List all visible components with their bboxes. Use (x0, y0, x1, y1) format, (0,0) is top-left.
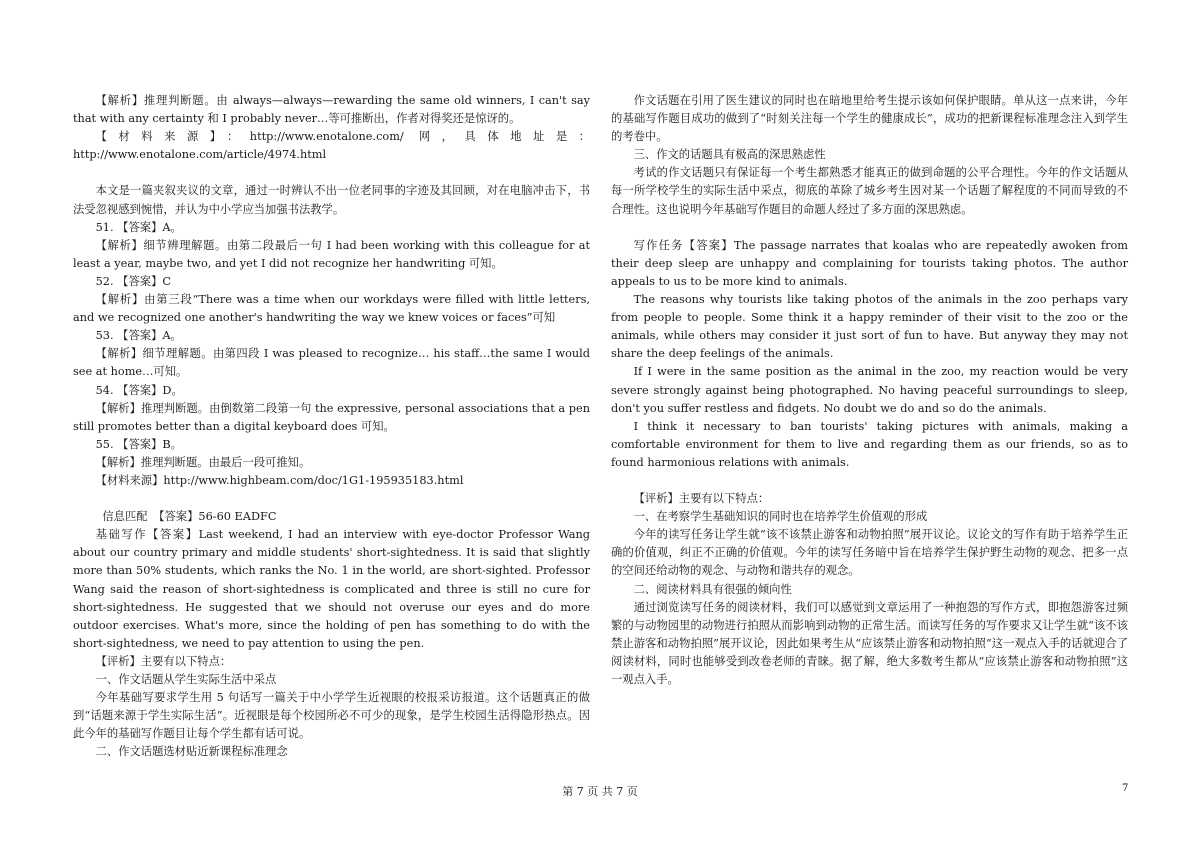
answer-54: 54. 【答案】D。 (95, 383, 183, 397)
left-column (73, 92, 590, 761)
summary-paragraph: 本文是一篇夹叙夹议的文章，通过一时辨认不出一位老同事的字迹及其回顾，对在电脑冲击下，书法受忽视感到惋惜，并认为中小学应当加强书法教学。 (73, 184, 590, 216)
point-heading: 一、作文话题从学生实际生活中采点 (95, 673, 277, 686)
writing-task-paragraph: If I were in the same position as the animal in the zoo, my reaction would be very severe strongly against being photographed. No having peaceful surroundings to sleep, don't you suffer restless and fidgets. No doubt we do and so do the animals. (611, 365, 1128, 415)
answer-52: 52. 【答案】C (95, 274, 171, 288)
comment-paragraph: 作文话题在引用了医生建议的同时也在暗地里给考生提示该如何保护眼睛。单从这一点来讲，今年的基础写作题目成功的做到了“时刻关注每一个学生的健康成长”，成功的把新课程标准理念注入到学生的考卷中。 (611, 94, 1128, 144)
comment-heading: 【评析】主要有以下特点： (95, 654, 232, 668)
analysis-53: 【解析】细节理解题。由第四段 I was pleased to recognize… his staff…the same I would see at home…可知。 (73, 347, 590, 379)
writing-task-answer: 写作任务【答案】The passage narrates that koalas who are repeatedly awoken from their deep sleep are unhappy and complaining for tourists taking photos. The author appeals to us to be more kind to animals. (611, 238, 1128, 288)
analysis-51: 【解析】细节辨理解题。由第二段最后一句 I had been working with this colleague for at least a year, maybe two, and yet I did not recognize her handwriting 可知。 (73, 238, 590, 270)
writing-task-paragraph: The reasons why tourists like taking photos of the animals in the zoo perhaps vary from people to people. Some think it a happy reminder of their visit to the zoo or the animals, while others may consider it just sort of fun to have. But anyway they may not share the deep feelings of the animals. (611, 293, 1128, 361)
source-label: 【材料来源】：http://www.enotalone.com/ 网，具体地址是： (95, 130, 590, 144)
answer-55: 55. 【答案】B。 (95, 437, 182, 451)
point-heading: 二、阅读材料具有很强的倾向性 (633, 582, 792, 596)
analysis-54: 【解析】推理判断题。由倒数第二段第一句 the expressive, personal associations that a pen still promotes better than a digital keyboard does 可知。 (73, 401, 590, 433)
comment-heading: 【评析】主要有以下特点： (633, 492, 770, 506)
comment-paragraph: 考试的作文话题只有保证每一个考生都熟悉才能真正的做到命题的公平合理性。今年的作文话题从每一所学校学生的实际生活中采点，彻底的革除了城乡考生因对某一个话题了解程度的不同而导致的不合理性。这也说明今年基础写作题目的命题人经过了多方面的深思熟虑。 (611, 166, 1128, 216)
page-number: 7 (1122, 783, 1129, 794)
right-column (611, 92, 1128, 689)
basic-writing-answer: 基础写作【答案】Last weekend, I had an interview with eye-doctor Professor Wang about our country primary and middle students' short-sightedness. It is said that slightly more than 50% students, which ranks the No. 1 in the world, are short-sighted. Professor Wang said the reason of short-sightedness is complicated and three is still no cure for short-sightedness. He suggested that we should not overuse our eyes and do more outdoor exercises. What's more, since the holding of pen has something to do with the short-sightedness, we need to pay attention to using the pen. (73, 528, 590, 650)
point-heading: 一、在考察学生基础知识的同时也在培养学生价值观的形成 (633, 510, 928, 524)
material-source: 【材料来源】http://www.highbeam.com/doc/1G1-195935183.html (95, 473, 464, 487)
comment-paragraph: 通过浏览读写任务的阅读材料，我们可以感觉到文章运用了一种抱怨的写作方式，即抱怨游客过频繁的与动物园里的动物进行拍照从而影响到动物的正常生活。而读写任务的写作要求又让学生就“该不该禁止游客和动物拍照”展开议论，因此如果考生从“应该禁止游客和动物拍照”这一观点入手的话就迎合了阅读材料，同时也能够受到改卷老师的青睐。据了解，绝大多数考生都从“应该禁止游客和动物拍照”这一观点入手。 (611, 600, 1128, 686)
comment-paragraph: 今年的读写任务让学生就“该不该禁止游客和动物拍照”展开议论。议论文的写作有助于培养学生正确的价值观，纠正不正确的价值观。今年的读写任务暗中旨在培养学生保护野生动物的观念、把多一点的空间还给动物的观念、与动物和谐共存的观念。 (611, 528, 1128, 578)
source-url: http://www.enotalone.com/article/4974.html (73, 148, 327, 162)
answer-51: 51. 【答案】A。 (95, 220, 182, 234)
page-footer: 第 7 页 共 7 页 (562, 785, 638, 798)
info-matching-answer: 信息匹配 【答案】56-60 EADFC (102, 510, 277, 524)
answer-53: 53. 【答案】A。 (95, 329, 182, 343)
analysis-52: 【解析】由第三段“There was a time when our workdays were filled with little letters, and we recognized one another's handwriting the way we knew voices or faces”可知 (73, 293, 590, 325)
comment-paragraph: 今年基础写要求学生用 5 句话写一篇关于中小学学生近视眼的校报采访报道。这个话题真正的做到“话题来源于学生实际生活”。近视眼是每个校园所必不可少的现象，是学生校园生活得隐形热点。因此今年的基础写作题目让每个学生都有话可说。 (73, 691, 590, 741)
point-heading: 三、作文的话题具有极高的深思熟虑性 (633, 148, 826, 162)
analysis-paragraph: 【解析】推理判断题。由 always—always—rewarding the same old winners, I can't say that with any certainty 和 I probably never…等可推断出，作者对得奖还是惊讶的。 (73, 94, 590, 126)
analysis-55: 【解析】推理判断题。由最后一段可推知。 (95, 455, 311, 469)
writing-task-paragraph: I think it necessary to ban tourists' taking pictures with animals, making a comfortable environment for them to live and regarding them as our friends, so as to found harmonious relations with animals. (611, 419, 1128, 469)
point-heading: 二、作文话题选材贴近新课程标准理念 (95, 745, 288, 759)
